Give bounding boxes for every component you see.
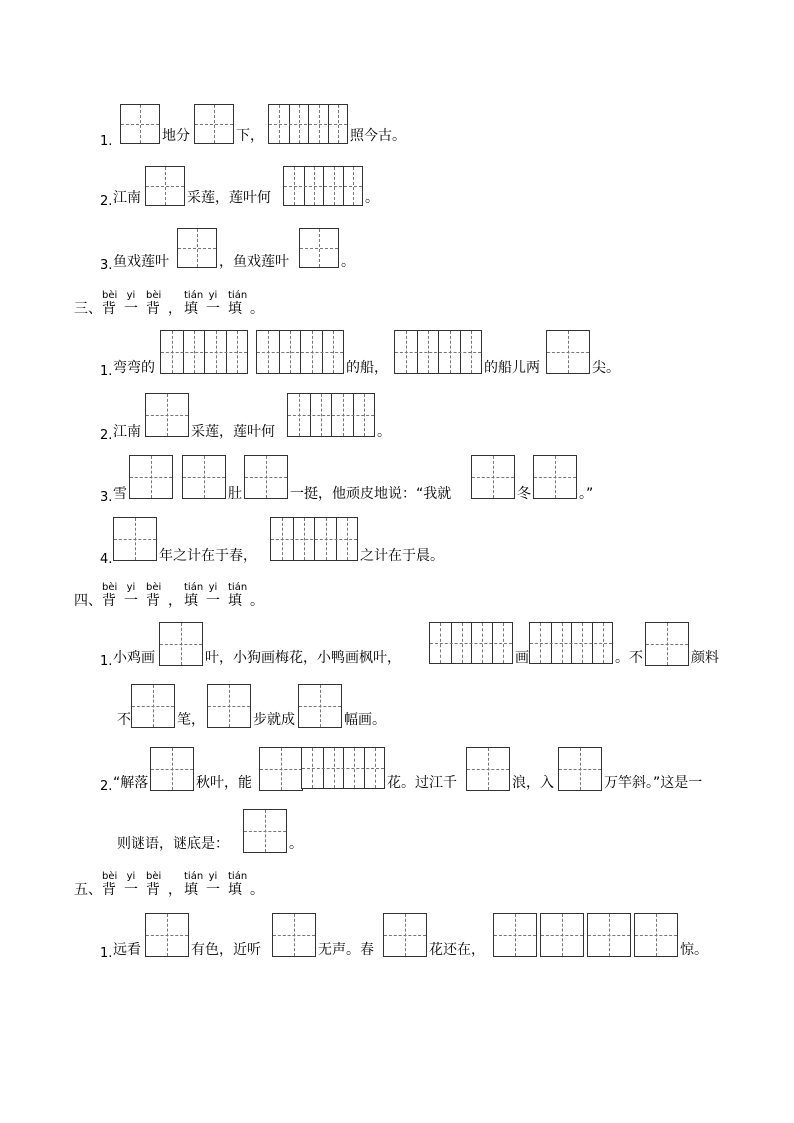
grid-guide: [494, 935, 536, 936]
pinyin: tián: [184, 290, 204, 301]
heading-char: tián 填: [184, 290, 204, 317]
text: 花。过江千: [387, 775, 457, 791]
heading-char: tián 填: [184, 871, 204, 898]
pinyin: bèi: [146, 582, 162, 593]
grid-guide: [245, 477, 287, 478]
grid-guide: [534, 477, 576, 478]
section-number: 五、: [74, 882, 102, 898]
pinyin: yi: [208, 582, 218, 593]
grid-guide: [467, 769, 509, 770]
answer-grid[interactable]: [243, 809, 287, 853]
text: 浪，入: [512, 775, 554, 791]
grid-guide: [588, 935, 630, 936]
answer-grid[interactable]: [301, 747, 385, 789]
section-number: 三、: [74, 301, 102, 317]
grid-guide: [547, 352, 589, 353]
text: 雪: [113, 486, 127, 502]
answer-grid[interactable]: [466, 747, 510, 791]
answer-grid[interactable]: [298, 684, 342, 728]
pinyin: bèi: [146, 871, 162, 882]
text: 。: [341, 254, 355, 270]
answer-grid[interactable]: [145, 913, 189, 957]
grid-guide: [130, 477, 172, 478]
answer-grid[interactable]: [383, 913, 427, 957]
section-heading: [74, 871, 266, 898]
text: 颜料: [691, 650, 719, 666]
grid-guide: [384, 935, 426, 936]
text: 。”: [579, 486, 594, 502]
grid-guide: [151, 769, 193, 770]
grid-guide: [132, 706, 174, 707]
pinyin: yi: [126, 582, 136, 593]
pinyin: tián: [184, 582, 204, 593]
text: 步就成: [253, 712, 295, 728]
grid-guide: [160, 644, 202, 645]
text: 万竿斜。”这是一: [604, 775, 703, 791]
grid-guide: [646, 644, 688, 645]
answer-grid[interactable]: [259, 747, 303, 791]
q-number: 1.: [100, 946, 113, 961]
text: 不: [117, 712, 131, 728]
text: 。: [365, 190, 379, 206]
answer-grid[interactable]: [194, 104, 234, 144]
grid-guide: [178, 248, 216, 249]
text: 冬: [517, 486, 531, 502]
grid-guide: [635, 935, 677, 936]
text: 幅画。: [344, 712, 386, 728]
answer-grid[interactable]: [270, 517, 358, 561]
answer-grid[interactable]: [493, 913, 537, 957]
text: 年之计在于春，: [159, 548, 257, 564]
heading-char: 。: [250, 882, 264, 898]
text: 的船儿两: [484, 360, 540, 376]
q-number: 2.: [100, 428, 113, 443]
text: 江南: [113, 190, 141, 206]
grid-guide: [195, 124, 233, 125]
heading-char: ，: [168, 301, 182, 317]
text: 叶，小狗画梅花，小鸭画枫叶，: [205, 650, 401, 666]
answer-grid[interactable]: [182, 455, 226, 499]
grid-guide: [559, 769, 601, 770]
answer-grid[interactable]: [540, 913, 584, 957]
pinyin: yi: [126, 290, 136, 301]
grid-guide: [146, 935, 188, 936]
grid-guide: [284, 186, 362, 187]
grid-guide: [300, 248, 338, 249]
q-number: 2.: [100, 194, 113, 209]
text: 肚: [228, 486, 242, 502]
answer-grid[interactable]: [558, 747, 602, 791]
text: 秋叶，能: [196, 775, 252, 791]
heading-char: bèi 背: [102, 871, 118, 898]
heading-char: tián 填: [228, 290, 248, 317]
q-number: 1.: [100, 364, 113, 379]
answer-grid[interactable]: [634, 913, 678, 957]
text: 尖。: [592, 360, 620, 376]
grid-guide: [430, 643, 512, 644]
heading-char: ，: [168, 593, 182, 609]
heading-char: bèi 背: [102, 290, 118, 317]
grid-guide: [257, 352, 343, 353]
text: 惊。: [680, 942, 708, 958]
answer-grid[interactable]: [120, 104, 160, 144]
text: 小鸡画: [113, 650, 155, 666]
pinyin: bèi: [102, 871, 118, 882]
text: 远看: [113, 942, 141, 958]
q-number: 4.: [100, 552, 113, 567]
text: 之计在于晨。: [360, 548, 444, 564]
grid-guide: [183, 477, 225, 478]
answer-grid[interactable]: [256, 330, 344, 374]
text: 。: [377, 424, 391, 440]
text: 江南: [113, 424, 141, 440]
pinyin: bèi: [102, 582, 118, 593]
q-number: 1.: [100, 654, 113, 669]
grid-guide: [208, 706, 250, 707]
grid-guide: [273, 935, 315, 936]
answer-grid[interactable]: [299, 228, 339, 268]
pinyin: yi: [126, 871, 136, 882]
answer-grid[interactable]: [394, 330, 482, 374]
answer-grid[interactable]: [160, 330, 248, 374]
heading-char: yi 一: [206, 290, 220, 317]
heading-char: 。: [250, 301, 264, 317]
answer-grid[interactable]: [283, 166, 363, 206]
answer-grid[interactable]: [287, 393, 375, 437]
pinyin: yi: [208, 290, 218, 301]
answer-grid[interactable]: [145, 166, 185, 206]
text: 采莲，莲叶何: [191, 424, 275, 440]
answer-grid[interactable]: [471, 455, 515, 499]
answer-grid[interactable]: [150, 747, 194, 791]
answer-grid[interactable]: [145, 393, 189, 437]
text: 照今古。: [350, 128, 406, 144]
answer-grid[interactable]: [131, 684, 175, 728]
answer-grid[interactable]: [129, 455, 173, 499]
text: 鱼戏莲叶: [113, 254, 169, 270]
pinyin: tián: [184, 871, 204, 882]
text: 一挺，他顽皮地说：“我就: [290, 486, 452, 502]
grid-guide: [161, 352, 247, 353]
grid-guide: [302, 768, 384, 769]
heading-char: yi 一: [206, 871, 220, 898]
text: 画: [515, 650, 529, 666]
text: 的船，: [346, 360, 388, 376]
q-number: 1.: [100, 134, 113, 149]
text: 。不: [615, 650, 643, 666]
grid-guide: [146, 186, 184, 187]
heading-char: tián 填: [228, 582, 248, 609]
heading-char: bèi 背: [146, 290, 162, 317]
text: 笔，: [177, 712, 205, 728]
text: ，鱼戏莲叶: [219, 254, 289, 270]
grid-guide: [121, 124, 159, 125]
heading-char: yi 一: [124, 582, 138, 609]
pinyin: tián: [228, 582, 248, 593]
answer-grid[interactable]: [429, 622, 513, 664]
answer-grid[interactable]: [587, 913, 631, 957]
heading-char: yi 一: [124, 290, 138, 317]
pinyin: tián: [228, 290, 248, 301]
q-number: 3.: [100, 490, 113, 505]
grid-guide: [260, 769, 302, 770]
answer-grid[interactable]: [533, 455, 577, 499]
answer-grid[interactable]: [113, 517, 157, 561]
pinyin: bèi: [102, 290, 118, 301]
answer-grid[interactable]: [268, 104, 348, 144]
grid-guide: [114, 539, 156, 540]
heading-char: bèi 背: [146, 871, 162, 898]
grid-guide: [395, 352, 481, 353]
text: 弯弯的: [113, 360, 155, 376]
grid-guide: [244, 831, 286, 832]
pinyin: tián: [228, 871, 248, 882]
text: 地分: [162, 128, 190, 144]
heading-char: yi 一: [206, 582, 220, 609]
grid-guide: [299, 706, 341, 707]
heading-char: tián 填: [184, 582, 204, 609]
answer-grid[interactable]: [546, 330, 590, 374]
answer-grid[interactable]: [177, 228, 217, 268]
text: “解落: [113, 775, 149, 791]
q-number: 3.: [100, 258, 113, 273]
heading-char: tián 填: [228, 871, 248, 898]
heading-char: 。: [250, 593, 264, 609]
answer-grid[interactable]: [207, 684, 251, 728]
grid-guide: [271, 539, 357, 540]
section-heading: [74, 290, 266, 317]
answer-grid[interactable]: [244, 455, 288, 499]
heading-char: yi 一: [124, 871, 138, 898]
section-heading: [74, 582, 266, 609]
q-number: 2.: [100, 779, 113, 794]
text: 无声。春: [318, 942, 374, 958]
heading-char: bèi 背: [102, 582, 118, 609]
answer-grid[interactable]: [645, 622, 689, 666]
grid-guide: [146, 415, 188, 416]
text: 下，: [236, 128, 264, 144]
grid-guide: [269, 124, 347, 125]
text: 有色，近听: [191, 942, 261, 958]
grid-guide: [530, 643, 612, 644]
answer-grid[interactable]: [529, 622, 613, 664]
answer-grid[interactable]: [272, 913, 316, 957]
text: 则谜语，谜底是：: [117, 836, 229, 852]
answer-grid[interactable]: [159, 622, 203, 666]
grid-guide: [288, 415, 374, 416]
section-number: 四、: [74, 593, 102, 609]
heading-char: ，: [168, 882, 182, 898]
pinyin: yi: [208, 871, 218, 882]
text: 花还在，: [429, 942, 485, 958]
pinyin: bèi: [146, 290, 162, 301]
text: 采莲，莲叶何: [187, 190, 271, 206]
grid-guide: [541, 935, 583, 936]
heading-char: bèi 背: [146, 582, 162, 609]
grid-guide: [472, 477, 514, 478]
text: 。: [289, 836, 303, 852]
